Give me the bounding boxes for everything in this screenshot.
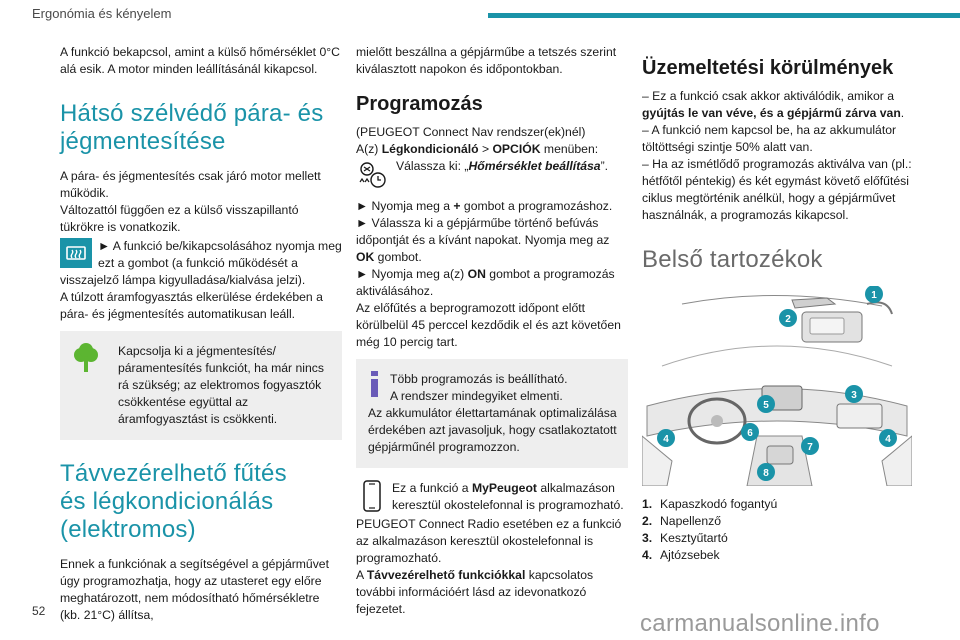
- text-run: alkalmazáson keresztül okostelefonnal is programozható.: [392, 481, 624, 512]
- programming-heading: Programozás: [356, 93, 483, 115]
- heading-line: Távvezérelhető fűtés: [60, 460, 287, 487]
- programming-p5: [356, 215, 628, 266]
- callout-5: 5: [763, 400, 769, 411]
- smartphone-row: [356, 480, 628, 516]
- info-notice: [356, 359, 628, 468]
- programming-p4: [356, 198, 628, 215]
- programming-p1: (PEUGEOT Connect Nav rendszer(ek)nél): [356, 125, 586, 139]
- text-run-bold: ON: [467, 267, 486, 281]
- eco-notice-text: Kapcsolja ki a jégmentesítés/ páramentesítés funkciót, ha már nincs rá szükség; az elektromos fogyasztók csökkentése együttal az áramfogyasztást is csökkenti.: [118, 344, 324, 426]
- text-run: A: [356, 568, 367, 582]
- rear-defrost-p1: A pára- és jégmentesítés csak járó motor mellett működik.: [60, 169, 321, 200]
- column-1: [60, 44, 342, 624]
- text-run-bold: Hőmérséklet beállítása: [468, 159, 601, 173]
- op-condition-1: [642, 88, 924, 122]
- text-run: ”.: [600, 159, 609, 173]
- rear-defrost-p3: ► A funkció be/kikapcsolásához nyomja meg ezt a gombot (a funkció működését a visszajelző lámpa kigyulladása/kialvása jelzi).: [60, 239, 342, 287]
- list-item: [642, 496, 924, 513]
- rear-defrost-p2: Változattól függően ez a külső visszapillantó tükrökre is vonatkozik.: [60, 203, 299, 234]
- text-run-bold: OK: [356, 250, 375, 264]
- list-label: Napellenző: [660, 514, 721, 528]
- callout-3: 3: [851, 390, 857, 401]
- callout-4-left: 4: [663, 434, 669, 445]
- running-header: Ergonómia és kényelem: [32, 6, 172, 21]
- callout-2: 2: [785, 314, 791, 325]
- rear-defrost-p4: A túlzott áramfogyasztás elkerülése érdekében a pára- és jégmentesítés automatikusan leáll.: [60, 290, 323, 321]
- callout-8: 8: [763, 468, 769, 479]
- programming-p6: [356, 266, 628, 300]
- list-label: Kapaszkodó fogantyú: [660, 497, 778, 511]
- column-2: [356, 44, 628, 618]
- smartphone-icon: [356, 480, 386, 514]
- list-number: 3.: [642, 531, 653, 545]
- text-run: menüben:: [540, 142, 599, 156]
- info-note-3: Az akkumulátor élettartamának optimalizálása érdekében azt javasoljuk, hogy csatlakoztatott gépjárműnél programozzon.: [368, 406, 617, 454]
- info-note-1: Több programozás is beállítható.: [390, 372, 568, 386]
- header-accent-bar: [488, 13, 960, 18]
- page-number: 52: [32, 604, 46, 618]
- phone-p2: PEUGEOT Connect Radio esetében ez a funkció az alkalmazáson keresztül okostelefonnal is programozható.: [356, 517, 622, 565]
- interior-accessories-heading: Belső tartozékok: [642, 246, 823, 273]
- remote-heating-p1: Ennek a funkciónak a segítségével a gépjárművet úgy programozhatja, hogy az utasteret egy előre meghatározott, nem módosítható hőmérsékletre (kb. 21°C) állítsa,: [60, 557, 329, 622]
- op-condition-3: – Ha az ismétlődő programozás aktiválva van (pl.: hétfőtől péntekig) és két egymást követő előfűtési ciklus megtörténik anélkül, hogy a gépjárművet használnák, a programozás kikapcsol.: [642, 157, 912, 222]
- programming-p3: [356, 158, 628, 175]
- list-number: 2.: [642, 514, 653, 528]
- text-run-bold: gyújtás le van véve, és a gépjármű zárva van: [642, 106, 901, 120]
- text-run-bold: Távvezérelhető funkciókkal: [366, 568, 526, 582]
- heading-line: (elektromos): [60, 516, 196, 543]
- text-run: gombot.: [374, 250, 422, 264]
- accessory-list: [642, 496, 924, 564]
- eco-notice: [60, 331, 342, 440]
- callout-7: 7: [807, 442, 813, 453]
- text-run: ► Nyomja meg a(z): [356, 267, 468, 281]
- rear-defrost-heading: [60, 100, 342, 156]
- callout-4-right: 4: [885, 434, 891, 445]
- column-3: [642, 44, 924, 564]
- list-number: 4.: [642, 548, 653, 562]
- text-run-bold: Légkondicionáló: [381, 142, 479, 156]
- info-note-2: A rendszer mindegyiket elmenti.: [390, 389, 563, 403]
- list-label: Kesztyűtartó: [660, 531, 728, 545]
- callout-6: 6: [747, 428, 753, 439]
- text-run: >: [478, 142, 493, 156]
- text-run: ► Nyomja meg a: [356, 199, 454, 213]
- interior-illustration: [642, 286, 912, 486]
- text-run: Ez a funkció a: [392, 481, 472, 495]
- op-condition-2: – A funkció nem kapcsol be, ha az akkumulátor töltöttségi szintje 50% alatt van.: [642, 123, 897, 154]
- text-run-bold: OPCIÓK: [492, 142, 541, 156]
- text-run: gombot a programozáshoz.: [460, 199, 613, 213]
- text-run: ► Válassza ki a gépjárműbe történő befúvás időpontját és a kívánt napokat. Nyomja meg az: [356, 216, 610, 247]
- list-item: [642, 547, 924, 564]
- text-run: .: [900, 106, 905, 120]
- list-item: [642, 513, 924, 530]
- text-run-bold: MyPeugeot: [471, 481, 537, 495]
- eco-tree-icon: [72, 343, 100, 378]
- rear-defrost-button-icon: [60, 238, 92, 268]
- text-run-bold: +: [453, 199, 461, 213]
- list-number: 1.: [642, 497, 653, 511]
- text-run: A(z): [356, 142, 382, 156]
- heading-line: és légkondicionálás: [60, 488, 274, 515]
- remote-heating-heading: [60, 460, 342, 544]
- text-run: kapcsolatos további információért lásd az idevonatkozó fejezetet.: [356, 568, 594, 616]
- rear-defrost-button-row: [60, 238, 342, 289]
- intro-paragraph: A funkció bekapcsol, amint a külső hőmérséklet 0°C alá esik. A motor minden leállításánál kikapcsol.: [60, 45, 340, 76]
- heading-line: Hátsó szélvédő pára- és: [60, 100, 324, 127]
- phone-p1: [356, 480, 628, 514]
- continuation-paragraph: mielőtt beszállna a gépjárműbe a tetszés szerint kiválasztott napokon és időpontokban.: [356, 45, 617, 76]
- info-notice-lines: [390, 371, 568, 405]
- list-item: [642, 530, 924, 547]
- list-label: Ajtózsebek: [660, 548, 720, 562]
- info-notice-top: [368, 371, 618, 405]
- heading-line: jégmentesítése: [60, 128, 226, 155]
- watermark: carmanualsonline.info: [640, 610, 880, 637]
- callout-1: 1: [871, 290, 877, 301]
- text-run: gombot a programozás aktiválásához.: [356, 267, 615, 298]
- phone-p3: [356, 567, 628, 618]
- temp-setting-row: [356, 158, 628, 192]
- text-run: – Ez a funkció csak akkor aktiválódik, amikor a: [642, 89, 894, 103]
- info-icon: [368, 371, 382, 405]
- text-run: Válassza ki: „: [396, 159, 469, 173]
- programming-p2: [356, 141, 628, 158]
- programming-p7: Az előfűtés a beprogramozott időpont előtt körülbelül 45 perccel kezdődik el és azt követően még 10 percig tart.: [356, 301, 621, 349]
- operating-conditions-heading: Üzemeltetési körülmények: [642, 57, 894, 79]
- climate-clock-icon: [356, 158, 388, 190]
